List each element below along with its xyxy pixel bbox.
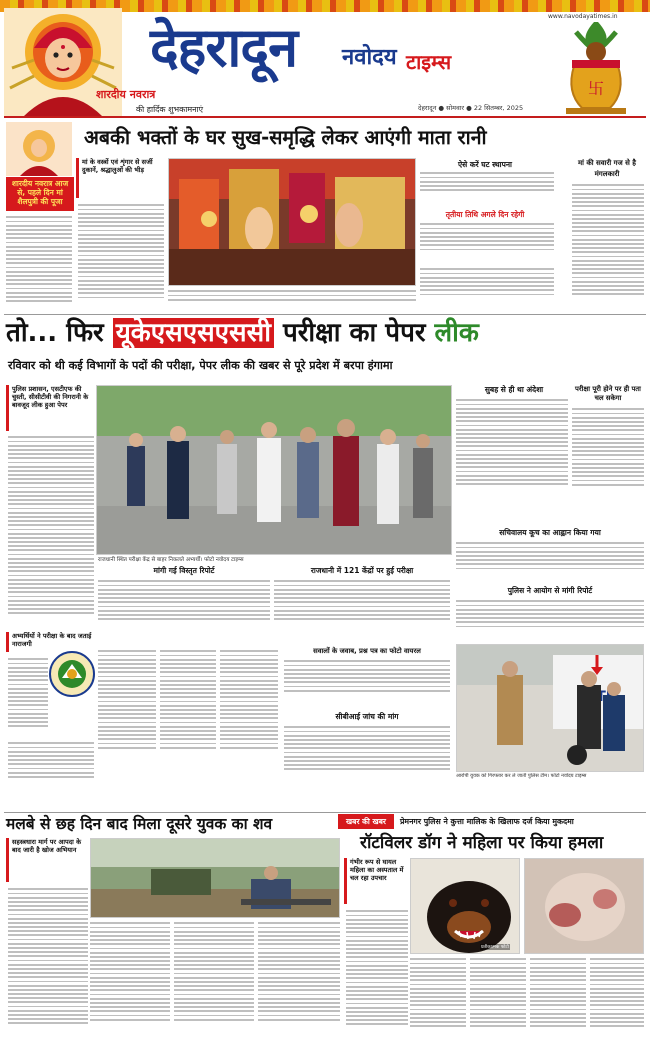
bottom-right-body-4 — [530, 956, 586, 1034]
masthead-title — [150, 16, 570, 86]
mid-story-d-body — [284, 724, 450, 796]
lead-headline-a: तो... फिर — [6, 318, 113, 348]
lead-headline-d: लीक — [434, 318, 479, 348]
mid-lower-body-1 — [98, 648, 156, 796]
left-teaser-photo — [6, 122, 72, 176]
dog-photo-label: प्रतीकात्मक फोटो — [481, 945, 509, 950]
kalash-illustration — [546, 22, 646, 116]
mid-lower-body-2 — [160, 648, 216, 796]
dateline: देहरादून ● सोमवार ● 22 सितम्बर, 2025 — [418, 104, 524, 112]
mid-story-b[interactable]: राजधानी में 121 केंद्रों पर हुई परीक्षा — [310, 566, 414, 575]
festival-label: शारदीय नवरात्र — [96, 88, 156, 101]
left-col-body2 — [8, 656, 48, 736]
lead-subhead[interactable]: रविवार को थी कई विभागों के पदों की परीक्षा, पेपर लीक की खबर से पूरे प्रदेश में बरपा हंगामा — [8, 359, 393, 372]
lead-headline-b: यूकेएसएसएससी — [113, 318, 274, 348]
right-col-body4 — [456, 598, 644, 642]
goddess-thumbnail — [6, 122, 72, 176]
top-col-b-body — [420, 170, 554, 202]
masthead-rule — [4, 116, 646, 118]
police-photo-caption: आरोपी युवक को गिरफ्तार कर ले जाती पुलिस टीम। फोटो नवोदय टाइम्स — [456, 773, 587, 779]
top-col-b-heading2[interactable]: तृतीया तिथि अगले दिन रहेगी — [445, 210, 525, 219]
svg-text:卐: 卐 — [587, 79, 605, 98]
top-story-headline[interactable]: अबकी भक्तों के घर सुख-समृद्धि लेकर आएंगी माता रानी — [84, 126, 487, 149]
police-photo — [456, 644, 644, 772]
bottom-right-body-2 — [410, 956, 466, 1034]
mid-story-b-body — [274, 578, 450, 640]
bottom-left-body — [8, 886, 88, 1034]
bottom-right-body-3 — [470, 956, 526, 1034]
top-col-b-heading[interactable]: ऐसे करें घट स्थापना — [458, 160, 512, 169]
ukssc-emblem — [48, 650, 96, 698]
mid-lower-body-3 — [220, 648, 278, 796]
masthead-title-main: देहरादून — [150, 15, 298, 79]
site-url[interactable]: www.navodayatimes.in — [548, 13, 618, 20]
victim-photo — [524, 858, 644, 954]
top-col-a-highlight[interactable]: मां के वस्त्रों एवं शृंगार से सजीं दुकानें, श्रद्धालुओं की भीड़ — [76, 158, 164, 198]
bottom-right-body-5 — [590, 956, 644, 1034]
right-col-heading4[interactable]: पुलिस ने आयोग से मांगी रिपोर्ट — [507, 586, 593, 595]
masthead-title-sub2: टाइम्स — [406, 50, 452, 74]
bottom-mid-body-3 — [258, 920, 340, 1034]
top-photo-under-text — [168, 288, 416, 312]
bottom-mid-body-2 — [174, 920, 254, 1034]
right-col-body2 — [572, 406, 644, 526]
debris-photo — [90, 838, 340, 918]
top-col-b-body2 — [420, 221, 554, 265]
top-col-a-body — [78, 202, 164, 310]
bottom-mid-body-1 — [90, 920, 170, 1034]
lead-headline[interactable] — [6, 316, 646, 350]
greeting-label: की हार्दिक शुभकामनाएं — [136, 105, 204, 114]
right-col-heading[interactable]: सुबह से ही था अंदेशा — [484, 385, 544, 394]
left-teaser-body — [6, 214, 72, 310]
right-col-body3 — [456, 540, 644, 584]
bottom-left-headline[interactable]: मलबे से छह दिन बाद मिला दूसरे युवक का शव — [6, 815, 273, 833]
top-col-c-body — [572, 182, 644, 310]
right-col-heading2[interactable]: परीक्षा पूरी होने पर ही पता चल सकेगा — [575, 385, 641, 402]
mid-story-a[interactable]: मांगी गई विस्तृत रिपोर्ट — [153, 566, 215, 575]
mid-story-c[interactable]: सवालों के जवाब, प्रश्न पत्र का फोटो वायरल — [313, 647, 421, 655]
masthead-title-sub: नवोदय — [342, 45, 397, 70]
lead-rule — [4, 314, 646, 315]
dog-photo — [410, 858, 520, 954]
top-col-b-body3 — [420, 266, 554, 310]
bottom-right-highlight[interactable]: गंभीर रूप से घायल महिला का अस्पताल में चल रहा उपचार — [344, 858, 408, 904]
right-col-heading3[interactable]: सचिवालय कूच का आह्वान किया गया — [499, 528, 601, 537]
mid-story-c-body — [284, 658, 450, 710]
students-photo — [96, 385, 452, 555]
left-col-highlight[interactable]: पुलिस प्रशासन, एसटीएफ की चुस्ती, सीसीटीवी की निगरानी के बावजूद लीक हुआ पेपर — [6, 385, 94, 431]
lead-headline-c: परीक्षा का पेपर — [273, 318, 435, 348]
left-teaser[interactable]: शारदीय नवरात्र आज से, पहले दिन मां शैलपुत्री की पूजा — [6, 177, 74, 211]
left-col-highlight2[interactable]: अभ्यर्थियों ने परीक्षा के बाद जताई नाराजगी — [6, 632, 94, 652]
top-col-c-heading[interactable]: मां की सवारी गज से है मंगलकारी — [577, 159, 637, 178]
bottom-right-body — [346, 908, 408, 1034]
mid-story-a-body — [98, 578, 270, 640]
mid-story-d[interactable]: सीबीआई जांच की मांग — [335, 712, 399, 721]
bottom-right-headline[interactable]: रॉटविलर डॉग ने महिला पर किया हमला — [360, 833, 604, 853]
students-photo-caption: राजधानी स्थित परीक्षा केंद्र से बाहर निकलते अभ्यर्थी। फोटो नवोदय टाइम्स — [98, 557, 244, 563]
bottom-right-tag[interactable]: खबर की खबर — [338, 814, 394, 829]
right-col-body — [456, 397, 568, 525]
masthead — [0, 0, 650, 118]
left-col-body — [8, 434, 94, 630]
market-photo — [168, 158, 416, 286]
bottom-left-highlight[interactable]: सहस्त्रधारा मार्ग पर आपदा के बाद जारी है खोज अभियान — [6, 838, 88, 882]
bottom-right-tag-story[interactable]: प्रेमनगर पुलिस ने कुत्ता मालिक के खिलाफ दर्ज किया मुकदमा — [400, 817, 574, 826]
left-col-body3 — [8, 740, 94, 796]
